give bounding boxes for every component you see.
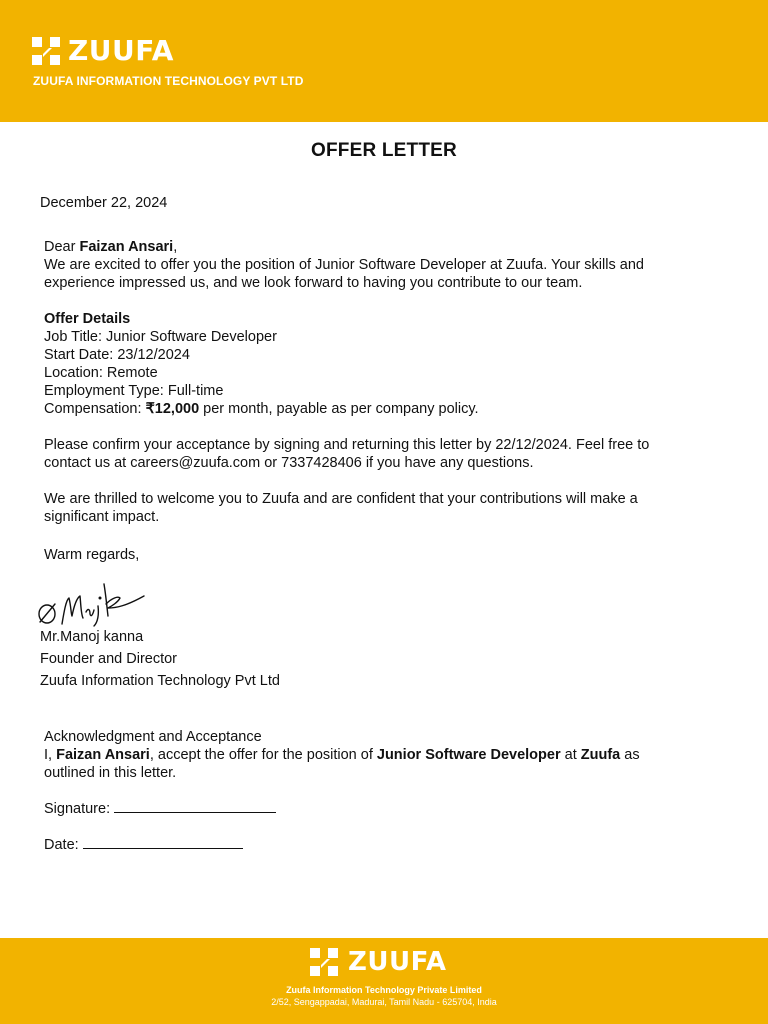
- ack-text-2: , accept the offer for the position of: [149, 747, 377, 763]
- intro-line-2: experience impressed us, and we look forward to having you contribute to our team.: [44, 275, 583, 291]
- offer-location: Location: Remote: [44, 365, 158, 381]
- footer-address: 2/52, Sengappadai, Madurai, Tamil Nadu - 625704, India: [271, 997, 497, 1007]
- offer-heading: Offer Details: [44, 311, 131, 327]
- footer-logo: [310, 947, 446, 977]
- comp-amount: ₹12,000: [145, 401, 200, 417]
- letter-date: December 22, 2024: [40, 195, 168, 211]
- welcome-line-2: significant impact.: [44, 509, 160, 525]
- footer-logo-wordmark: ZUUFA: [348, 947, 447, 977]
- offer-employment-type: Employment Type: Full-time: [44, 383, 224, 399]
- footer-company-name: Zuufa Information Technology Private Limited: [286, 985, 482, 995]
- signatory-role: Founder and Director: [40, 651, 178, 667]
- ack-text-3: at: [560, 747, 581, 763]
- page-title: OFFER LETTER: [311, 140, 457, 161]
- signatory-name: Mr.Manoj kanna: [40, 629, 144, 645]
- footer-banner: [0, 938, 768, 1024]
- ack-company: Zuufa: [580, 747, 621, 763]
- offer-start-date: Start Date: 23/12/2024: [44, 347, 190, 363]
- welcome-line-1: We are thrilled to welcome you to Zuufa and are confident that your contributions will make a: [44, 491, 638, 507]
- signature-field: [44, 800, 276, 818]
- zuufa-logo-icon: [310, 948, 338, 976]
- ack-text-1: I,: [44, 747, 57, 763]
- ack-position: Junior Software Developer: [376, 747, 561, 763]
- signature-line[interactable]: [114, 811, 276, 813]
- confirm-line-1: Please confirm your acceptance by signing and returning this letter by 22/12/2024. Feel free to: [44, 437, 650, 453]
- ack-text-4: as: [620, 747, 640, 763]
- ack-line-2: outlined in this letter.: [44, 765, 177, 781]
- comp-suffix: per month, payable as per company policy.: [199, 401, 479, 417]
- logo-wordmark: ZUUFA: [68, 34, 174, 67]
- salutation-suffix: ,: [173, 239, 178, 255]
- ack-name: Faizan Ansari: [56, 747, 150, 763]
- signatory-company: Zuufa Information Technology Pvt Ltd: [40, 673, 280, 689]
- offer-compensation: [44, 400, 479, 418]
- recipient-name: Faizan Ansari: [79, 239, 174, 255]
- comp-prefix: Compensation:: [44, 401, 146, 417]
- intro-line-1: We are excited to offer you the position of Junior Software Developer at Zuufa. Your skills and: [44, 257, 644, 273]
- date-label: Date:: [44, 837, 83, 853]
- offer-job-title: Job Title: Junior Software Developer: [44, 329, 277, 345]
- header-logo: [32, 36, 174, 66]
- date-field: [44, 836, 243, 854]
- salutation-prefix: Dear: [44, 239, 80, 255]
- date-line[interactable]: [83, 847, 243, 849]
- salutation: [44, 238, 177, 256]
- header-banner: [0, 0, 768, 122]
- confirm-line-2: contact us at careers@zuufa.com or 7337428406 if you have any questions.: [44, 455, 534, 471]
- closing: Warm regards,: [44, 547, 140, 563]
- header-company-name: ZUUFA INFORMATION TECHNOLOGY PVT LTD: [33, 74, 304, 88]
- ack-line-1: [44, 746, 640, 764]
- zuufa-logo-icon: [32, 37, 60, 65]
- signature-label: Signature:: [44, 801, 115, 817]
- ack-heading: Acknowledgment and Acceptance: [44, 729, 262, 745]
